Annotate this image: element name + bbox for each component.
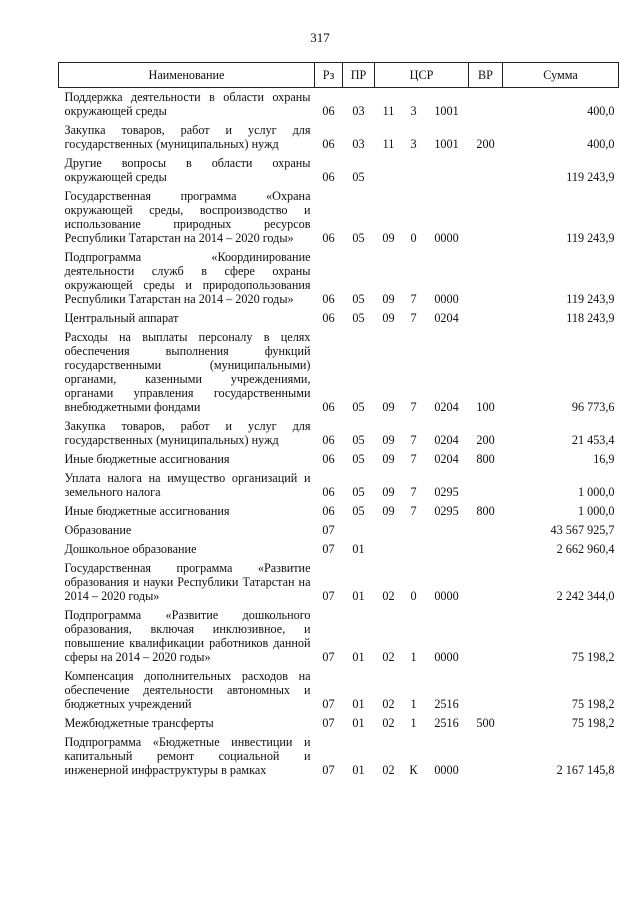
cell-name: Уплата налога на имущество организаций и земельного налога [64,471,311,499]
cell-name: Поддержка деятельности в области охраны окружающей среды [64,90,311,118]
cell-csr-direction [425,540,469,559]
cell-csr-subprogram: 3 [410,137,417,151]
cell-name: Другие вопросы в области охраны окружающей среды [64,156,311,184]
cell-rz: 06 [322,311,335,325]
cell-csr-subprogram: 7 [410,452,417,466]
cell-pr: 01 [352,697,365,711]
cell-rz: 07 [322,716,335,730]
cell-vr: 800 [476,452,495,466]
cell-rz: 06 [322,485,335,499]
cell-csr-subprogram: 1 [410,650,417,664]
cell-csr-direction [425,521,469,540]
cell-name: Иные бюджетные ассигнования [64,452,230,466]
cell-vr: 500 [476,716,495,730]
table-row [59,417,619,450]
cell-csr-subprogram: 3 [410,104,417,118]
cell-csr-direction: 0000 [434,231,459,245]
cell-vr [469,521,503,540]
cell-sum: 2 242 344,0 [556,589,615,603]
cell-pr: 03 [352,104,365,118]
cell-name: Государственная программа «Развитие образования и науки Республики Татарстан на 2014 – 2020 годы» [64,561,311,603]
cell-csr-program: 11 [382,137,395,151]
cell-name: Подпрограмма «Развитие дошкольного образования, включая инклюзивное, и повышение квалификации работников данной сферы на 2014 – 2020 годы» [64,608,311,664]
cell-vr: 100 [476,400,495,414]
cell-sum: 21 453,4 [571,433,615,447]
table-row [59,714,619,733]
cell-csr-direction: 1001 [434,104,459,118]
table-row [59,502,619,521]
cell-csr-subprogram: 7 [410,485,417,499]
cell-rz: 06 [322,104,335,118]
cell-csr-program: 09 [382,452,395,466]
table-row [59,521,619,540]
budget-table [58,62,619,780]
cell-pr: 01 [352,763,365,777]
table-row [59,187,619,248]
cell-rz: 07 [322,589,335,603]
cell-sum: 119 243,9 [566,231,615,245]
cell-vr [469,88,503,122]
cell-rz: 06 [322,137,335,151]
header-pr: ПР [343,63,375,88]
header-rz: Рз [315,63,343,88]
cell-csr-direction: 0000 [434,763,459,777]
cell-csr-subprogram: К [409,763,418,777]
cell-name: Подпрограмма «Бюджетные инвестиции и капитальный ремонт социальной и инженерной инфраструктуры в рамках [64,735,311,777]
cell-pr: 05 [352,400,365,414]
cell-pr: 05 [352,485,365,499]
cell-vr [469,559,503,606]
cell-csr-program: 02 [382,763,395,777]
cell-sum: 75 198,2 [571,650,615,664]
cell-csr-program: 02 [382,697,395,711]
cell-rz: 07 [322,763,335,777]
cell-pr: 05 [352,452,365,466]
cell-vr [469,667,503,714]
cell-rz: 07 [322,523,335,537]
cell-csr-direction: 2516 [434,716,459,730]
cell-csr-direction [425,154,469,187]
cell-csr-subprogram: 1 [410,697,417,711]
cell-rz: 06 [322,170,335,184]
cell-rz: 06 [322,452,335,466]
cell-vr [469,606,503,667]
cell-vr [469,187,503,248]
cell-pr: 05 [352,311,365,325]
cell-rz: 06 [322,433,335,447]
table-header-row [59,63,619,88]
cell-csr-subprogram: 0 [410,589,417,603]
table-row [59,667,619,714]
cell-name: Расходы на выплаты персоналу в целях обеспечения выполнения функций государственными (муниципальными) органами, казенными учреждениями, органами управления государственными внебюджетными фондами [64,330,311,414]
cell-csr-direction: 0000 [434,650,459,664]
cell-csr-direction: 0000 [434,292,459,306]
table-row [59,248,619,309]
cell-csr-program: 02 [382,650,395,664]
cell-rz: 06 [322,292,335,306]
cell-vr [469,248,503,309]
cell-sum: 75 198,2 [571,716,615,730]
cell-vr [469,733,503,780]
cell-sum: 2 662 960,4 [556,542,615,556]
table-row [59,733,619,780]
cell-csr-direction: 0204 [434,452,459,466]
header-vr: ВР [469,63,503,88]
cell-sum: 118 243,9 [566,311,615,325]
cell-sum: 1 000,0 [577,504,615,518]
cell-sum: 1 000,0 [577,485,615,499]
cell-csr-program: 09 [382,311,395,325]
cell-name: Центральный аппарат [64,311,179,325]
cell-rz: 06 [322,504,335,518]
cell-csr-program: 09 [382,504,395,518]
cell-name: Закупка товаров, работ и услуг для государственных (муниципальных) нужд [64,123,311,151]
cell-csr-subprogram: 7 [410,311,417,325]
table-row [59,88,619,122]
header-csr: ЦСР [375,63,469,88]
cell-pr: 05 [352,231,365,245]
cell-name: Иные бюджетные ассигнования [64,504,230,518]
cell-pr: 05 [352,292,365,306]
cell-pr: 05 [352,170,365,184]
cell-csr-direction: 0204 [434,311,459,325]
cell-pr: 01 [352,589,365,603]
cell-csr-direction: 2516 [434,697,459,711]
cell-vr [469,540,503,559]
cell-csr-subprogram: 7 [410,400,417,414]
cell-csr-subprogram [403,521,425,540]
header-sum: Сумма [503,63,619,88]
table-row [59,559,619,606]
cell-sum: 43 567 925,7 [550,523,615,537]
page-number: 317 [310,30,330,45]
cell-vr: 800 [476,504,495,518]
cell-csr-subprogram: 7 [410,292,417,306]
table-row [59,309,619,328]
cell-csr-direction: 0295 [434,485,459,499]
cell-vr: 200 [476,433,495,447]
cell-rz: 07 [322,542,335,556]
cell-csr-program: 02 [382,589,395,603]
cell-pr: 01 [352,716,365,730]
cell-csr-program: 09 [382,485,395,499]
cell-sum: 96 773,6 [571,400,615,414]
cell-csr-subprogram [403,154,425,187]
cell-pr: 05 [352,433,365,447]
cell-pr: 01 [352,650,365,664]
cell-sum: 2 167 145,8 [556,763,615,777]
cell-name: Образование [64,523,132,537]
cell-csr-direction: 0000 [434,589,459,603]
cell-name: Подпрограмма «Координирование деятельности служб в сфере охраны окружающей среды и природопользования Республики Татарстан на 2014 – 2020 годы» [64,250,311,306]
cell-csr-program: 11 [382,104,395,118]
table-row [59,540,619,559]
cell-csr-program: 09 [382,400,395,414]
table-row [59,469,619,502]
cell-pr: 05 [352,504,365,518]
cell-rz: 07 [322,650,335,664]
cell-csr-subprogram: 0 [410,231,417,245]
cell-pr: 03 [352,137,365,151]
table-row [59,154,619,187]
cell-sum: 400,0 [587,137,615,151]
cell-csr-program: 09 [382,292,395,306]
cell-vr [469,469,503,502]
cell-pr [343,521,375,540]
cell-csr-subprogram: 7 [410,504,417,518]
cell-csr-subprogram [403,540,425,559]
cell-rz: 06 [322,400,335,414]
cell-sum: 119 243,9 [566,292,615,306]
cell-csr-subprogram: 7 [410,433,417,447]
cell-csr-direction: 1001 [434,137,459,151]
cell-vr [469,309,503,328]
cell-name: Государственная программа «Охрана окружающей среды, воспроизводство и использование природных ресурсов Республики Татарстан на 2014 – 2020 годы» [64,189,311,245]
cell-name: Закупка товаров, работ и услуг для государственных (муниципальных) нужд [64,419,311,447]
cell-rz: 06 [322,231,335,245]
cell-rz: 07 [322,697,335,711]
cell-csr-program [375,154,403,187]
cell-name: Компенсация дополнительных расходов на обеспечение деятельности автономных и бюджетных учреждений [64,669,311,711]
cell-csr-direction: 0295 [434,504,459,518]
cell-csr-program: 02 [382,716,395,730]
cell-vr [469,154,503,187]
cell-name: Межбюджетные трансферты [64,716,214,730]
cell-vr: 200 [476,137,495,151]
cell-sum: 119 243,9 [566,170,615,184]
table-row [59,450,619,469]
cell-csr-direction: 0204 [434,433,459,447]
table-row [59,328,619,417]
cell-csr-direction: 0204 [434,400,459,414]
cell-csr-program: 09 [382,231,395,245]
cell-csr-subprogram: 1 [410,716,417,730]
cell-csr-program [375,540,403,559]
cell-sum: 16,9 [593,452,615,466]
cell-pr: 01 [352,542,365,556]
cell-csr-program [375,521,403,540]
cell-csr-program: 09 [382,433,395,447]
cell-sum: 400,0 [587,104,615,118]
cell-name: Дошкольное образование [64,542,197,556]
table-row [59,121,619,154]
cell-sum: 75 198,2 [571,697,615,711]
table-row [59,606,619,667]
header-name: Наименование [59,63,315,88]
